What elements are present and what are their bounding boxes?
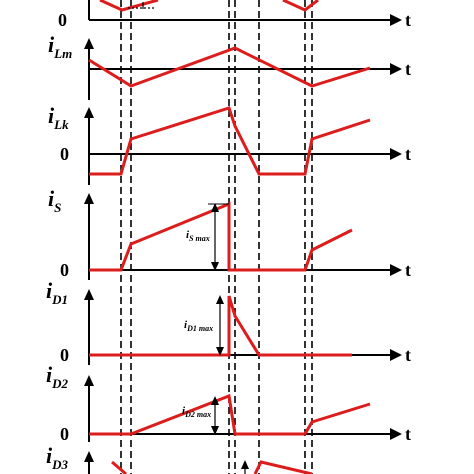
- time-axis-arrow-icon: [390, 14, 402, 26]
- time-axis-arrow-icon: [390, 264, 402, 276]
- time-axis-arrow-icon: [390, 349, 402, 361]
- annotation-id2-max: $i_{D2 max}$: [182, 405, 212, 419]
- time-label: t: [405, 144, 411, 164]
- axis-arrow-icon: [84, 289, 94, 300]
- signal-label-iLm: $i_{Lm}$: [48, 32, 73, 61]
- dimension-arrow-up-icon: [241, 460, 249, 469]
- time-label: t: [405, 10, 411, 30]
- time-label: t: [405, 260, 411, 280]
- annotation-is-max: $i_{S max}$: [186, 229, 210, 243]
- zero-label: 0: [60, 345, 69, 365]
- axis-arrow-icon: [84, 107, 94, 118]
- signal-label-iD2: $i_{D2}$: [46, 362, 69, 391]
- time-axis-arrow-icon: [390, 148, 402, 160]
- time-label: t: [405, 424, 411, 444]
- panel-iD3: [46, 443, 312, 474]
- waveform-iD3-left: [112, 462, 126, 474]
- time-axis-arrow-icon: [390, 63, 402, 75]
- signal-label-iLk: $i_{Lk}$: [48, 103, 69, 132]
- signal-label-iD3: $i_{D3}$: [46, 443, 69, 472]
- dimension-arrow-up-icon: [216, 295, 224, 304]
- zero-label: 0: [60, 424, 69, 444]
- axis-arrow-icon: [84, 451, 94, 462]
- waveform-iD3-right: [255, 462, 312, 474]
- zero-label: 0: [60, 144, 69, 164]
- signal-label-iD1: $i_{D1}$: [46, 278, 69, 307]
- axis-arrow-icon: [84, 38, 94, 49]
- time-label: t: [405, 59, 411, 79]
- time-axis-arrow-icon: [390, 428, 402, 440]
- waveform-iLk: [89, 108, 370, 174]
- axis-arrow-icon: [84, 193, 94, 204]
- signal-label-iS: $i_S$: [48, 186, 62, 215]
- axis-arrow-icon: [84, 375, 94, 386]
- time-label: t: [405, 345, 411, 365]
- zero-label: 0: [60, 260, 69, 280]
- annotation-id1-max: $i_{D1 max}$: [184, 319, 214, 333]
- zero-label: 0: [58, 10, 67, 30]
